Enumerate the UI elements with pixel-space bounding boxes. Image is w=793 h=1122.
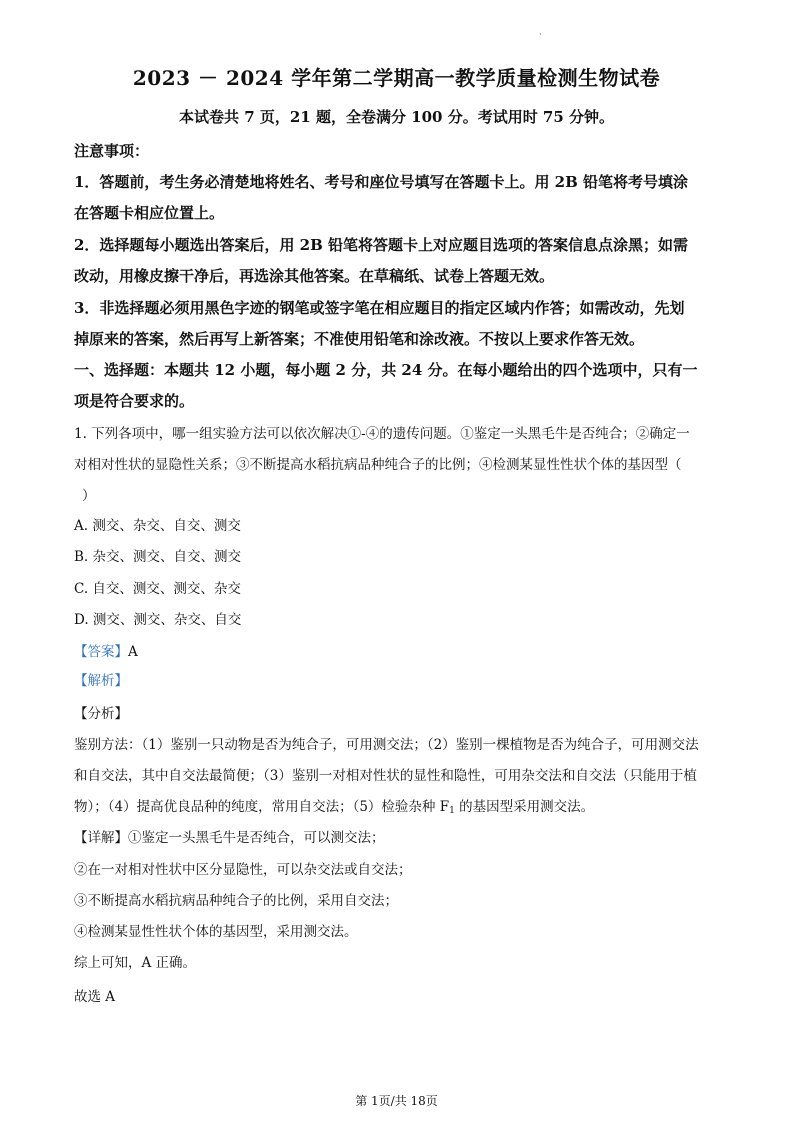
- fenxi-line-2: 和自交法，其中自交法最简便；（3）鉴别一对相对性状的显性和隐性，可用杂交法和自交法（只能用于植: [74, 768, 697, 784]
- question-stem-line-3: ）: [82, 488, 96, 504]
- detail-line-4: ④检测某显性性状个体的基因型，采用测交法。: [74, 924, 358, 940]
- subscript-1: 1: [449, 806, 455, 816]
- analysis-tag: 【解析】: [74, 673, 128, 689]
- fenxi-line-3-end: 的基因型采用测交法。: [454, 799, 595, 815]
- section-heading-line-2: 项是符合要求的。: [74, 392, 195, 410]
- detail-tag: 【详解】: [74, 830, 128, 846]
- section-heading-line-1: 一、选择题：本题共 12 小题，每小题 2 分，共 24 分。在每小题给出的四个选项中，只有一: [74, 361, 698, 379]
- notice-heading: 注意事项：: [74, 142, 150, 160]
- question-stem-line-2: 对相对性状的显隐性关系；③不断提高水稻抗病品种纯合子的比例；④检测某显性性状个体的基因型（: [74, 457, 682, 473]
- fenxi-line-1: 鉴别方法：（1）鉴别一只动物是否为纯合子，可用测交法；（2）鉴别一棵植物是否为纯合子，可用测交法: [74, 737, 699, 753]
- option-a: A. 测交、杂交、自交、测交: [74, 518, 241, 534]
- notice-item-1-line-1: 1．答题前，考生务必清楚地将姓名、考号和座位号填写在答题卡上。用 2B 铅笔将考号填涂: [74, 173, 689, 191]
- detail-line-1: [74, 826, 385, 846]
- notice-item-3-line-2: 掉原来的答案，然后再写上新答案；不准使用铅笔和涂改液。不按以上要求作答无效。: [74, 330, 645, 348]
- answer-tag: 【答案】: [74, 644, 128, 660]
- option-d: D. 测交、测交、杂交、自交: [74, 612, 242, 628]
- fenxi-tag: 【分析】: [74, 706, 128, 722]
- notice-item-2-line-2: 改动，用橡皮擦干净后，再选涂其他答案。在草稿纸、试卷上答题无效。: [74, 267, 555, 285]
- notice-item-3-line-1: 3．非选择题必须用黑色字迹的钢笔或签字笔在相应题目的指定区域内作答；如需改动，先划: [74, 299, 685, 317]
- detail-line-3: ③不断提高水稻抗病品种纯合子的比例，采用自交法；: [74, 893, 398, 909]
- scan-dot: ·: [539, 30, 542, 39]
- question-stem-line-1: 1. 下列各项中，哪一组实验方法可以依次解决①-④的遗传问题。①鉴定一头黑毛牛是否纯合；②确定一: [74, 426, 690, 442]
- page-number: 第 1页/共 18页: [355, 1094, 438, 1108]
- fenxi-line-3-start: 物）；（4）提高优良品种的纯度，常用自交法；（5）检验杂种 F: [74, 799, 450, 815]
- detail-text-1: ①鉴定一头黑毛牛是否纯合，可以测交法；: [128, 830, 385, 846]
- answer-value: A: [128, 644, 138, 660]
- notice-item-2-line-1: 2．选择题每小题选出答案后，用 2B 铅笔将答题卡上对应题目选项的答案信息点涂黑；如需: [74, 236, 689, 254]
- page-title: 2023 － 2024 学年第二学期高一教学质量检测生物试卷: [132, 66, 661, 90]
- answer-line: [74, 640, 138, 660]
- notice-item-1-line-2: 在答题卡相应位置上。: [74, 204, 225, 222]
- choose-line: 故选 A: [74, 989, 116, 1005]
- detail-line-2: ②在一对相对性状中区分显隐性，可以杂交法或自交法；: [74, 862, 412, 878]
- conclusion-line: 综上可知，A 正确。: [74, 955, 197, 971]
- fenxi-line-3: [74, 795, 594, 816]
- exam-info: 本试卷共 7 页，21 题，全卷满分 100 分。考试用时 75 分钟。: [178, 108, 615, 126]
- option-c: C. 自交、测交、测交、杂交: [74, 581, 241, 597]
- option-b: B. 杂交、测交、自交、测交: [74, 549, 242, 565]
